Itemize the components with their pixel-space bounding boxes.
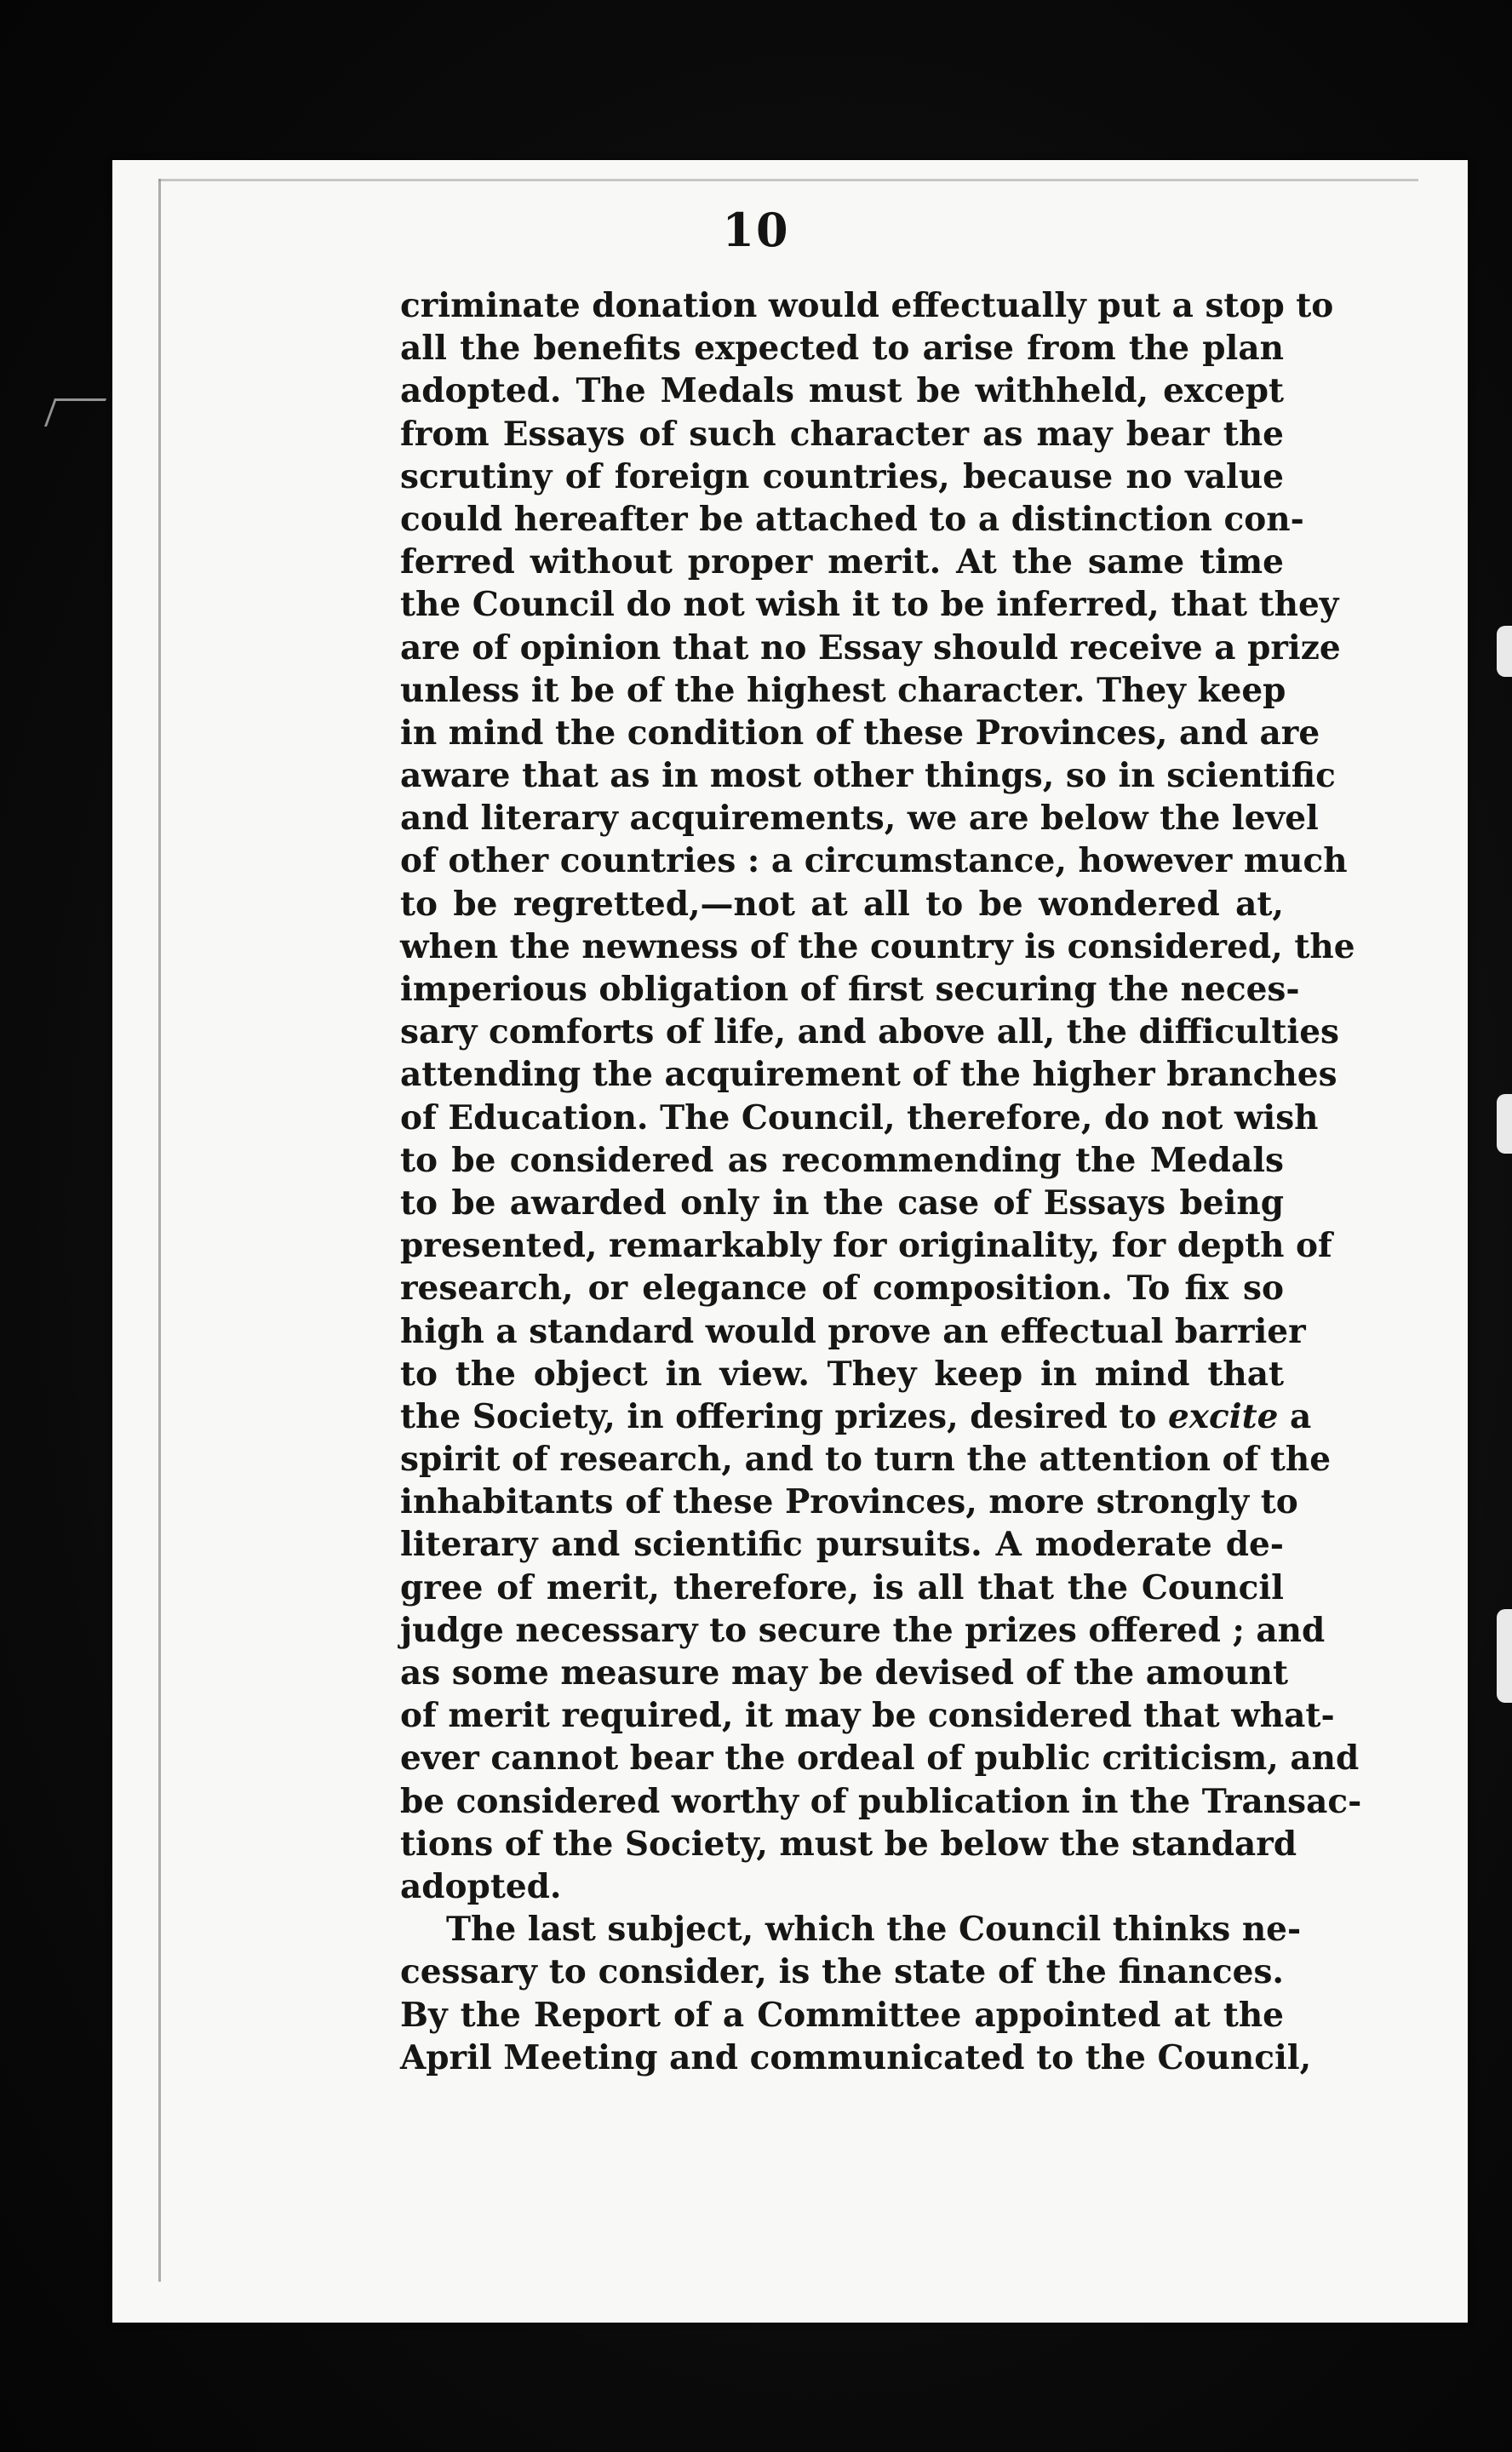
text-line-with-italic (400, 1395, 1312, 1438)
text-line: to be awarded only in the case of Essays being (400, 1183, 1284, 1223)
text-line: and literary acquirements, we are below the level (400, 799, 1319, 839)
italic-word: excite (1167, 1396, 1279, 1436)
text-line: literary and scientific pursuits. A moderate de- (400, 1525, 1284, 1565)
text-line: By the Report of a Committee appointed at the (400, 1995, 1284, 2035)
page-top-edge (158, 179, 1418, 181)
page-edge-notch (1497, 626, 1512, 677)
text-line: unless it be of the highest character. They keep (400, 670, 1286, 710)
text-line: imperious obligation of first securing the neces- (400, 970, 1300, 1009)
page-edge-notch (1497, 1609, 1512, 1703)
text-segment: the Society, in offering prizes, desired to (400, 1396, 1157, 1436)
text-line: ferred without proper merit. At the same time (400, 542, 1284, 582)
text-line: of other countries : a circumstance, however much (400, 841, 1348, 881)
text-line: from Essays of such character as may bear the (400, 414, 1284, 454)
text-line: The last subject, which the Council thinks ne- (446, 1910, 1302, 1950)
text-line: scrutiny of foreign countries, because no value (400, 456, 1284, 496)
text-line: cessary to consider, is the state of the finances. (400, 1952, 1284, 1992)
text-segment: a (1289, 1396, 1312, 1436)
text-line: are of opinion that no Essay should receive a prize (400, 627, 1341, 667)
text-line: April Meeting and communicated to the Council, (400, 2037, 1312, 2077)
text-line: judge necessary to secure the prizes offered ; and (400, 1610, 1326, 1650)
text-line: spirit of research, and to turn the attention of the (400, 1440, 1332, 1480)
text-line: adopted. The Medals must be withheld, except (400, 371, 1284, 411)
text-line: criminate donation would effectually put a stop to (400, 286, 1334, 325)
text-line: aware that as in most other things, so in scientific (400, 756, 1336, 796)
text-line: presented, remarkably for originality, for depth of (400, 1226, 1332, 1266)
text-line: attending the acquirement of the higher branches (400, 1055, 1337, 1095)
text-line: in mind the condition of these Provinces, and are (400, 713, 1320, 753)
page-number: 10 (722, 203, 790, 257)
text-line: inhabitants of these Provinces, more strongly to (400, 1482, 1298, 1522)
text-line: the Council do not wish it to be inferred, that they (400, 585, 1339, 625)
text-line: to be considered as recommending the Medals (400, 1140, 1284, 1180)
text-line: adopted. (400, 1866, 562, 1906)
text-line: when the newness of the country is considered, the (400, 926, 1355, 966)
text-line: could hereafter be attached to a distinction con- (400, 499, 1304, 539)
page-fold-shadow (158, 179, 161, 2282)
text-line: of merit required, it may be considered that what- (400, 1696, 1335, 1736)
text-line: high a standard would prove an effectual barrier (400, 1311, 1306, 1351)
text-line: of Education. The Council, therefore, do not wish (400, 1097, 1319, 1137)
text-line: gree of merit, therefore, is all that the Council (400, 1567, 1284, 1607)
scan-artifact-mark (44, 398, 106, 427)
body-text (400, 284, 1362, 2079)
text-line: ever cannot bear the ordeal of public criticism, and (400, 1739, 1360, 1779)
text-line: to the object in view. They keep in mind that (400, 1354, 1284, 1394)
text-line: tions of the Society, must be below the standard (400, 1824, 1297, 1864)
page-edge-notch (1497, 1094, 1512, 1154)
text-line: sary comforts of life, and above all, the difficulties (400, 1012, 1339, 1052)
text-line: all the benefits expected to arise from the plan (400, 329, 1284, 369)
text-line: as some measure may be devised of the amount (400, 1653, 1289, 1693)
text-line: research, or elegance of composition. To fix so (400, 1269, 1284, 1309)
text-line: be considered worthy of publication in the Transac- (400, 1781, 1362, 1821)
text-line: to be regretted,—not at all to be wondered at, (400, 884, 1284, 924)
